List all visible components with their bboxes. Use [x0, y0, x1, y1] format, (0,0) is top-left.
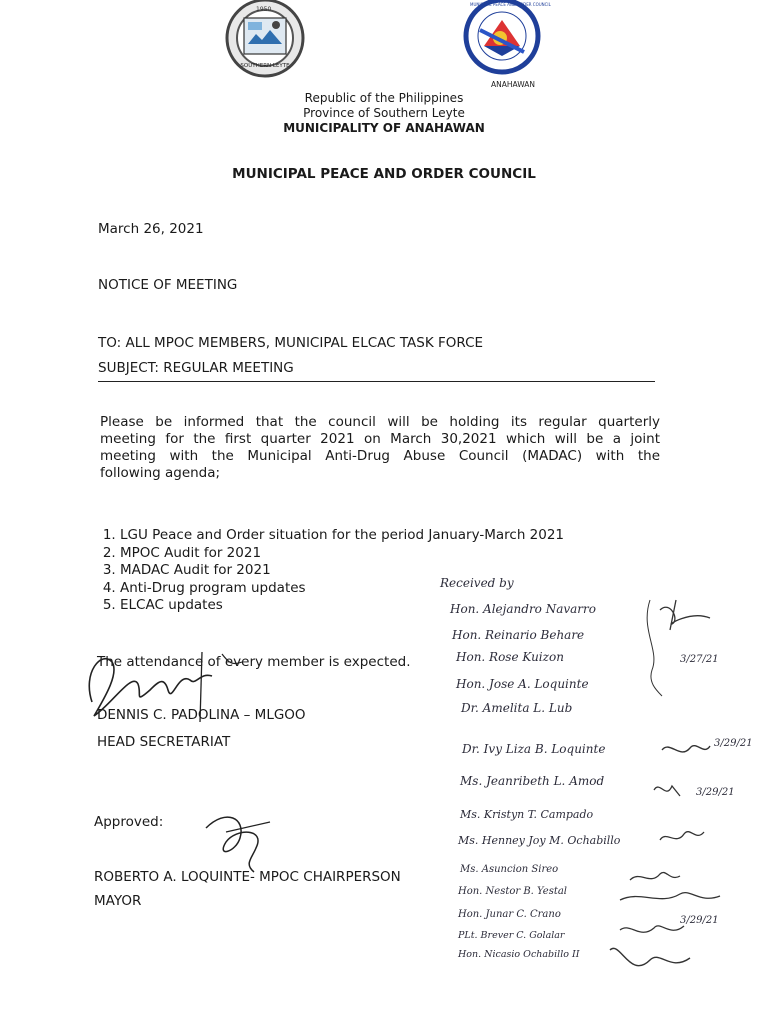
body-line-3: meeting with the Municipal Anti-Drug Abuse Council (MADAC) with the — [100, 448, 660, 464]
chairperson-title: MAYOR — [94, 893, 142, 909]
received-name: Hon. Jose A. Loquinte — [456, 677, 589, 691]
received-by-header: Received by — [440, 576, 514, 590]
agenda-item: 3. MADAC Audit for 2021 — [120, 562, 564, 580]
letterhead-province: Province of Southern Leyte — [303, 106, 465, 120]
received-name: Hon. Alejandro Navarro — [450, 602, 596, 616]
council-seal-logo — [460, 0, 551, 78]
body-line-2: meeting for the first quarter 2021 on March 30,2021 which will be a joint — [100, 431, 660, 447]
received-name: PLt. Brever C. Golalar — [458, 930, 565, 941]
received-date-note: 3/29/21 — [680, 915, 719, 926]
secretariat-title: HEAD SECRETARIAT — [97, 734, 231, 750]
receiver-initials-scribbles — [600, 590, 750, 990]
received-date-note: 3/29/21 — [696, 787, 735, 798]
letterhead-municipality: MUNICIPALITY OF ANAHAWAN — [283, 121, 485, 135]
body-line-4: following agenda; — [100, 465, 221, 481]
chairperson-signature — [196, 798, 286, 878]
received-name: Hon. Rose Kuizon — [456, 650, 564, 664]
attendance-note: The attendance of every member is expected. — [97, 654, 411, 670]
received-date-note: 3/27/21 — [680, 654, 719, 665]
left-seal-year: 1950 — [256, 6, 272, 13]
agenda-item: 5. ELCAC updates — [120, 597, 564, 615]
received-name: Hon. Nicasio Ochabillo II — [458, 949, 580, 960]
to-line: TO: ALL MPOC MEMBERS, MUNICIPAL ELCAC TASK FORCE — [98, 335, 484, 351]
approved-label: Approved: — [94, 814, 164, 830]
agenda-item: 4. Anti-Drug program updates — [120, 580, 564, 598]
right-seal-ring-text: MUNICIPAL PEACE AND ORDER COUNCIL — [470, 2, 551, 7]
agenda-item: 1. LGU Peace and Order situation for the period January-March 2021 — [120, 527, 564, 545]
body-paragraph — [100, 414, 660, 482]
left-seal-ring-text: SOUTHERN LEYTE — [240, 63, 290, 69]
subject-divider — [98, 381, 655, 382]
received-name: Hon. Junar C. Crano — [458, 909, 561, 920]
received-name: Hon. Nestor B. Yestal — [458, 886, 568, 897]
received-name: Hon. Reinario Behare — [452, 628, 585, 642]
received-name: Ms. Jeanribeth L. Amod — [460, 774, 605, 788]
received-name: Dr. Ivy Liza B. Loquinte — [462, 742, 606, 756]
memo-date: March 26, 2021 — [98, 221, 204, 237]
agenda-item: 2. MPOC Audit for 2021 — [120, 545, 564, 563]
secretariat-name: DENNIS C. PADOLINA – MLGOO — [97, 707, 306, 723]
subject-line: SUBJECT: REGULAR MEETING — [98, 360, 294, 376]
body-line-1: Please be informed that the council will be holding its regular quarterly — [100, 414, 660, 430]
received-name: Ms. Henney Joy M. Ochabillo — [458, 834, 621, 847]
received-name: Ms. Asuncion Sireo — [460, 864, 559, 875]
received-name: Ms. Kristyn T. Campado — [460, 808, 594, 821]
chairperson-name: ROBERTO A. LOQUINTE- MPOC CHAIRPERSON — [94, 869, 401, 885]
received-date-note: 3/29/21 — [714, 738, 753, 749]
letterhead-republic: Republic of the Philippines — [304, 91, 464, 105]
notice-title: NOTICE OF MEETING — [98, 277, 238, 293]
council-title: MUNICIPAL PEACE AND ORDER COUNCIL — [232, 166, 536, 182]
received-name: Dr. Amelita L. Lub — [461, 701, 573, 715]
right-seal-caption: ANAHAWAN — [491, 80, 535, 89]
